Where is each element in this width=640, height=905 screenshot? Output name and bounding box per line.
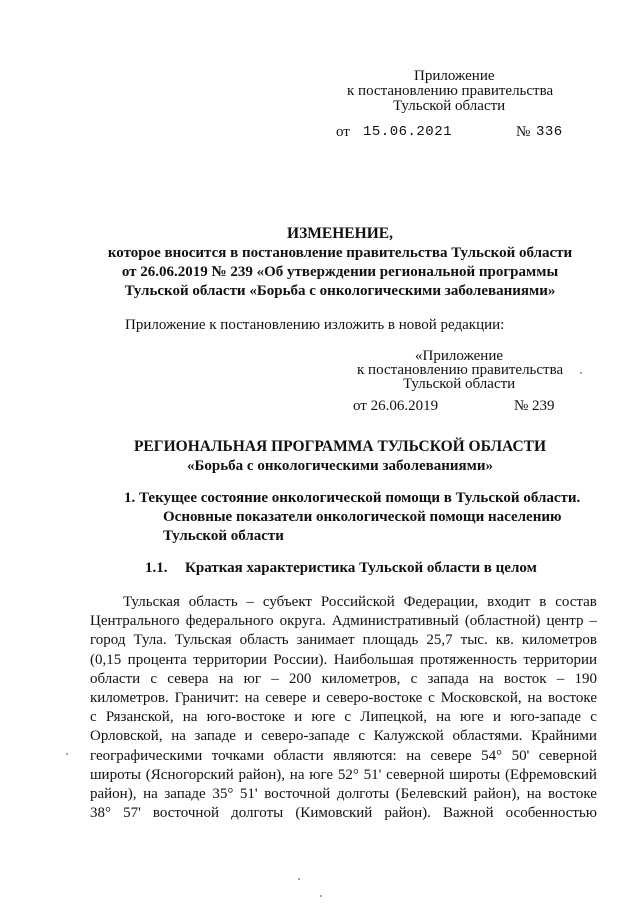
body-word: западе — [194, 728, 236, 745]
inner-appendix-region-line: Тульской области — [403, 376, 516, 392]
body-word: и — [294, 709, 303, 726]
program-title: РЕГИОНАЛЬНАЯ ПРОГРАММА ТУЛЬСКОЙ ОБЛАСТИ — [133, 438, 547, 455]
body-word: километров. — [90, 690, 169, 706]
body-word: с — [410, 670, 418, 687]
body-line — [90, 805, 597, 822]
body-word: широты — [90, 766, 142, 783]
body-word: центр — [546, 613, 584, 630]
body-word: северной — [538, 747, 597, 764]
body-line — [90, 690, 597, 707]
body-word: город — [90, 632, 126, 649]
scan-speck — [580, 372, 582, 374]
body-word: восточной — [264, 786, 331, 802]
body-word: северной — [386, 766, 445, 783]
body-word: 25,7 — [426, 632, 453, 649]
body-word: географическими — [90, 747, 203, 764]
body-word: Тульская — [123, 594, 180, 610]
scan-speck — [66, 753, 68, 755]
body-word: на — [527, 690, 543, 706]
body-word: территории — [193, 651, 267, 668]
body-word: 38° — [90, 805, 111, 822]
scan-speck — [320, 895, 322, 897]
instruction-text: Приложение к постановлению изложить в новой редакции: — [125, 317, 505, 333]
body-word: – — [246, 594, 255, 610]
body-word: (Кимовский — [295, 805, 373, 822]
body-word: восточной — [152, 805, 219, 822]
body-word: Орловской, — [90, 728, 163, 745]
body-line — [123, 594, 597, 611]
body-word: 57' — [123, 805, 141, 822]
body-word: на — [406, 747, 421, 764]
body-word: на — [218, 670, 234, 687]
body-word: юге — [460, 709, 484, 726]
subsection-number: 1.1. — [145, 560, 168, 576]
body-word: и — [244, 728, 253, 745]
body-word: Центрального — [90, 613, 180, 630]
appendix-decree-line: к постановлению правительства — [347, 83, 554, 99]
body-word: Рязанской, — [105, 709, 174, 726]
body-word: район), — [238, 766, 286, 783]
body-word: и — [312, 690, 321, 706]
body-word: с — [90, 709, 97, 726]
body-word: район), — [473, 786, 521, 802]
body-word: 51' — [363, 766, 382, 783]
inner-appendix-number: № 239 — [514, 398, 555, 414]
body-word: тыс. — [460, 632, 488, 649]
body-word: долготы — [231, 805, 284, 822]
body-word: 51' — [239, 786, 258, 802]
body-word: на — [143, 786, 158, 802]
body-word: Крайними — [531, 728, 597, 745]
body-word: процента — [127, 651, 187, 668]
body-word: Российской — [320, 594, 395, 610]
body-line — [90, 632, 597, 649]
body-word: район), — [90, 786, 137, 802]
body-word: юге — [309, 766, 334, 783]
body-word: Наибольшая — [333, 651, 414, 668]
body-word: севера — [167, 670, 209, 687]
body-word: России). — [273, 651, 328, 668]
body-word: Московской, — [440, 690, 522, 706]
section-heading: 1. Текущее состояние онкологической помощи в Тульской области. — [124, 490, 581, 506]
appendix-number: 336 — [536, 124, 563, 140]
body-word: километров — [521, 632, 597, 649]
body-word: на — [244, 690, 260, 706]
body-word: – — [556, 670, 565, 687]
body-word: являются: — [333, 747, 397, 764]
body-word: областями. — [452, 728, 523, 745]
body-word: на — [289, 766, 305, 783]
body-word: востоке — [548, 690, 597, 706]
body-line — [90, 728, 597, 745]
body-word: на — [479, 670, 494, 687]
body-word: на — [182, 709, 198, 726]
body-word: (Ефремовский — [504, 766, 597, 783]
change-title: ИЗМЕНЕНИЕ, — [287, 225, 393, 242]
body-word: 52° — [337, 766, 359, 783]
body-word: области — [273, 747, 324, 764]
appendix-date-prefix: от — [336, 124, 350, 140]
body-word: точками — [211, 747, 264, 764]
inner-appendix-decree-line: к постановлению правительства — [357, 362, 564, 378]
body-line — [90, 652, 597, 669]
body-word: с — [344, 709, 352, 726]
body-word: области — [90, 670, 141, 687]
body-word: – — [271, 670, 279, 687]
body-word: 35° — [212, 786, 234, 802]
change-title-line3: от 26.06.2019 № 239 «Об утверждении региональной программы — [121, 264, 559, 280]
body-word: Федерации, — [403, 594, 479, 610]
body-word: протяженность — [420, 651, 517, 668]
body-word: на — [526, 786, 542, 802]
body-word: километров, — [321, 670, 401, 687]
subsection-title: Краткая характеристика Тульской области в целом — [185, 560, 537, 576]
appendix-number-sign: № — [516, 124, 531, 140]
body-word: Липецкой, — [360, 709, 427, 726]
body-word: на — [436, 709, 451, 726]
body-word: кв. — [495, 632, 514, 649]
body-word: (Белевский — [395, 786, 468, 802]
body-word: территории — [523, 651, 597, 668]
body-word: юго-востоке — [206, 709, 286, 726]
change-title-line2: которое вносится в постановление правительства Тульской области — [107, 245, 573, 261]
body-line — [90, 709, 597, 726]
body-word: северо-западе — [261, 728, 350, 745]
body-word: (0,15 — [90, 651, 122, 668]
body-word: Тульская — [174, 632, 232, 649]
body-word: входит — [487, 594, 531, 610]
body-word: округа. — [279, 613, 326, 630]
inner-appendix-date: от 26.06.2019 — [353, 398, 439, 414]
body-word: юг — [243, 670, 261, 687]
body-word: долготы — [336, 786, 390, 802]
program-subtitle: «Борьба с онкологическими заболеваниями» — [186, 458, 494, 474]
body-word: область — [239, 632, 289, 649]
body-word: запада — [427, 670, 469, 687]
scan-speck — [298, 878, 300, 880]
body-word: Граничит: — [174, 690, 239, 706]
body-word: северо-востоке — [326, 690, 423, 706]
body-word: 50' — [511, 747, 530, 764]
body-word: севере — [265, 690, 307, 706]
body-word: Важной — [442, 805, 494, 822]
body-word: (областной) — [464, 613, 541, 630]
body-word: занимает — [296, 632, 355, 649]
body-line — [90, 613, 597, 630]
body-word: с — [150, 670, 158, 687]
body-word: в — [539, 594, 547, 610]
body-line — [90, 748, 597, 765]
body-word: Административный — [331, 613, 459, 630]
body-word: 200 — [288, 670, 312, 687]
body-word: 54° — [481, 747, 503, 764]
body-word: юге — [311, 709, 336, 726]
body-word: область — [188, 594, 238, 610]
inner-appendix-label: «Приложение — [415, 348, 504, 364]
body-word: юго-западе — [510, 709, 582, 726]
change-title-line4: Тульской области «Борьба с онкологическими заболеваниями» — [124, 283, 556, 299]
body-word: западе — [164, 786, 206, 802]
body-word: Тула. — [133, 632, 167, 649]
body-word: и — [493, 709, 502, 726]
body-word: на — [171, 728, 186, 745]
body-word: севере — [430, 747, 472, 764]
body-word: состав — [555, 594, 597, 610]
section-heading-line2: Основные показатели онкологической помощи населению — [163, 509, 562, 525]
body-word: 190 — [574, 670, 597, 687]
body-word: субъект — [262, 594, 312, 610]
body-word: восток — [503, 670, 547, 687]
body-word: Калужской — [373, 728, 444, 745]
body-word: район). — [384, 805, 431, 822]
body-line — [90, 767, 597, 784]
body-word: особенностью — [505, 805, 597, 822]
body-word: с — [590, 709, 597, 726]
body-word: площадь — [362, 632, 419, 649]
body-word: федерального — [185, 613, 274, 630]
body-word: (Ясногорский — [145, 766, 234, 783]
appendix-date: 15.06.2021 — [363, 124, 453, 140]
appendix-region-line: Тульской области — [393, 98, 506, 114]
body-word: с — [358, 728, 365, 745]
body-word: с — [428, 690, 435, 706]
body-word: широты — [449, 766, 501, 783]
section-heading-line3: Тульской области — [163, 528, 284, 544]
appendix-label: Приложение — [414, 68, 495, 84]
body-word: – — [589, 613, 597, 630]
body-line — [90, 671, 597, 688]
body-line — [90, 786, 597, 803]
body-word: востоке — [547, 786, 597, 802]
